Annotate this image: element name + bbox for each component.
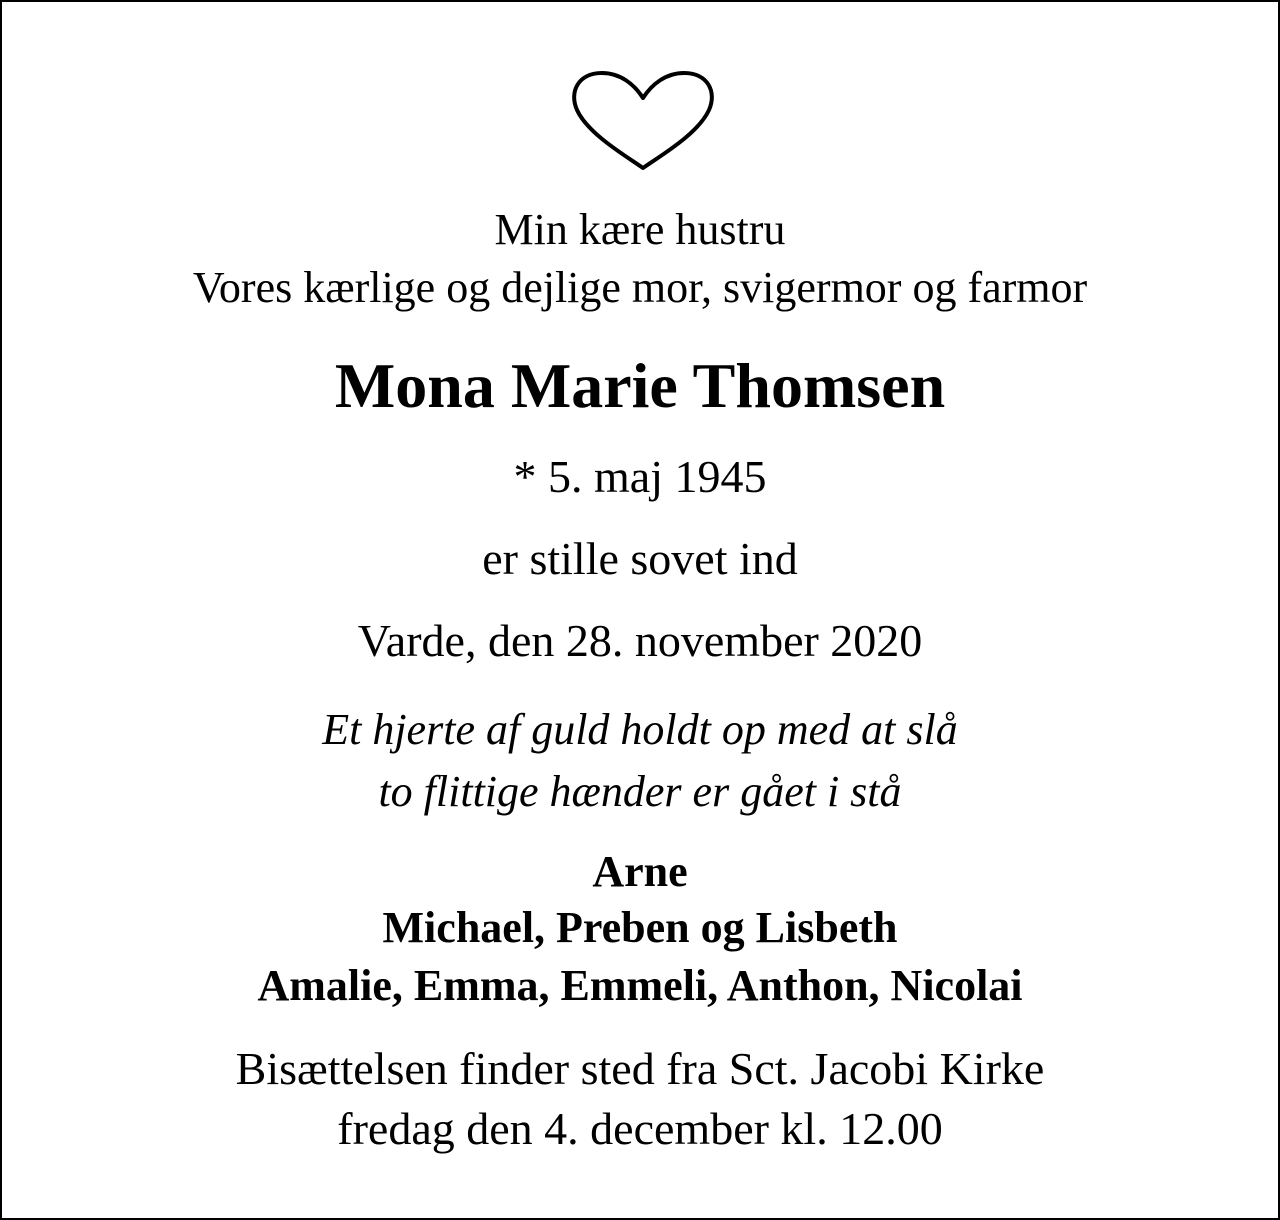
family-line-1: Arne	[592, 847, 688, 896]
funeral-info-line-1: Bisættelsen finder sted fra Sct. Jacobi Kirke	[235, 1043, 1045, 1094]
place-and-date: Varde, den 28. november 2020	[357, 615, 923, 666]
intro-line-2: Vores kærlige og dejlige mor, svigermor og farmor	[192, 263, 1088, 312]
funeral-info-line-2: fredag den 4. december kl. 12.00	[337, 1103, 943, 1154]
verse-line-1: Et hjerte af guld holdt op med at slå	[322, 705, 958, 754]
birth-date: * 5. maj 1945	[513, 451, 767, 502]
intro-line-1: Min kære hustru	[494, 205, 786, 254]
heart-outline-icon	[568, 68, 718, 172]
family-line-2: Michael, Preben og Lisbeth	[382, 903, 898, 952]
verse-line-2: to flittige hænder er gået i stå	[378, 767, 902, 816]
deceased-name: Mona Marie Thomsen	[334, 350, 946, 421]
passing-statement: er stille sovet ind	[482, 533, 798, 584]
family-line-3: Amalie, Emma, Emmeli, Anthon, Nicolai	[257, 961, 1023, 1010]
